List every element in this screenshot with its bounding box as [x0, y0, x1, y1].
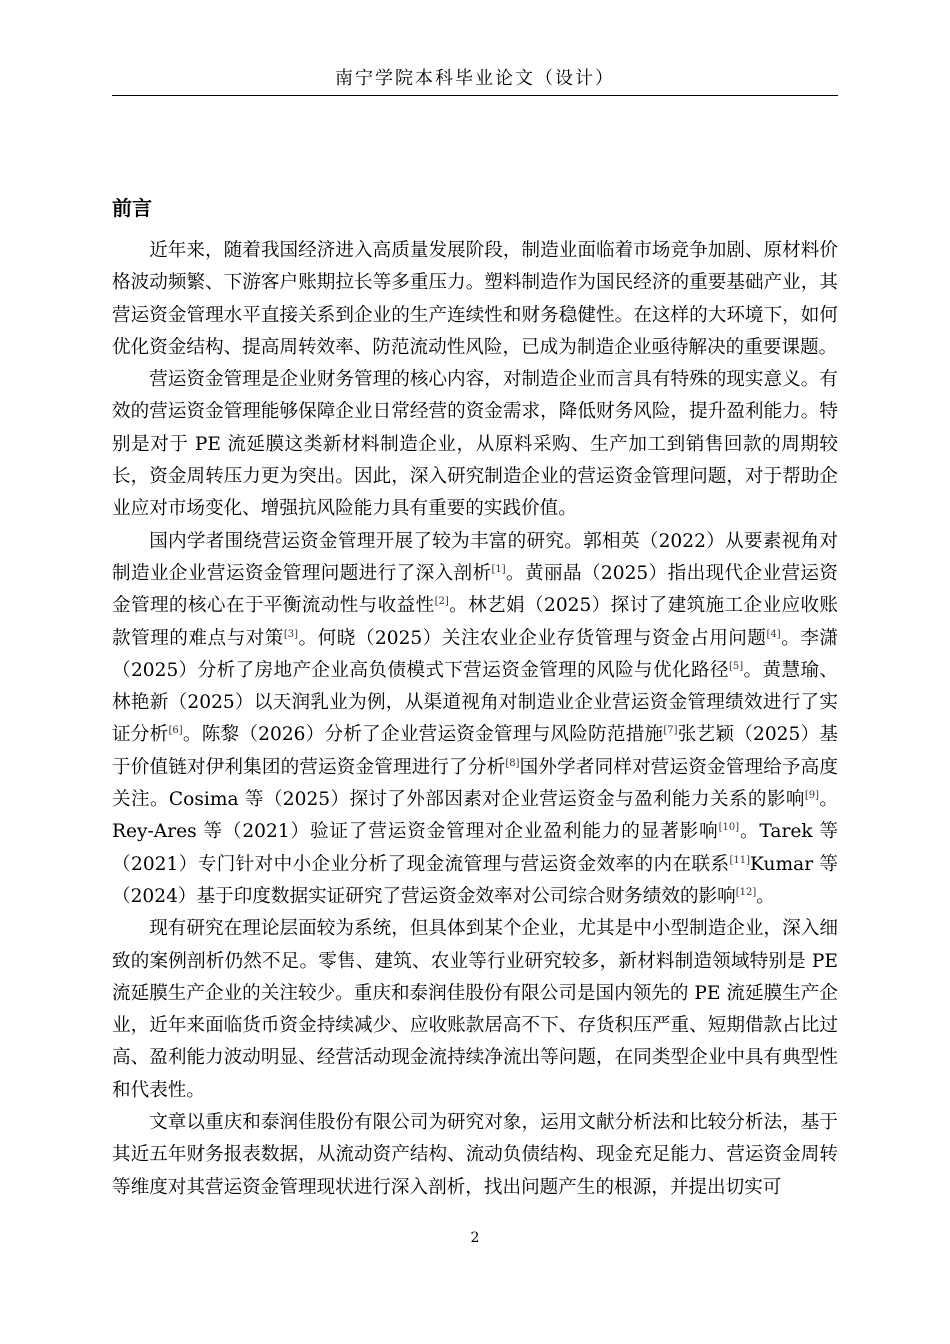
- paragraph: 文章以重庆和泰润佳股份有限公司为研究对象，运用文献分析法和比较分析法，基于其近五年财务报表数据，从流动资产结构、流动负债结构、现金充足能力、营运资金周转等维度对其营运资金管理现状进行深入剖析，找出问题产生的根源，并提出切实可: [112, 1112, 838, 1198]
- paragraph-literature-review: [112, 526, 838, 914]
- text-segment: 。李潇（2025）分析了房地产企业高负债模式下营运资金管理的风险与优化路径: [112, 627, 838, 681]
- text-segment: Kumar 等（2024）基于印度数据实证研究了营运资金效率对公司综合财务绩效的影响: [112, 853, 838, 907]
- section-heading: 前言: [112, 196, 152, 220]
- paragraph: 现有研究在理论层面较为系统，但具体到某个企业，尤其是中小型制造企业，深入细致的案例剖析仍然不足。零售、建筑、农业等行业研究较多，新材料制造领域特别是 PE 流延膜生产企业的关注较少。重庆和泰润佳股份有限公司是国内领先的 PE 流延膜生产企业，近年来面临货币资金持续减少、应收账款居高不下、存货积压严重、短期借款占比过高、盈利能力波动明显、经营活动现金流持续净流出等问题，在同类型企业中具有典型性和代表性。: [112, 918, 838, 1101]
- text-segment: 。: [756, 885, 775, 907]
- text-segment: 国外学者同样对营运资金管理给予高度关注。Cosima 等（2025）探讨了外部因素对企业营运资金与盈利能力关系的影响: [112, 756, 838, 811]
- citation-ref: [7]: [663, 725, 678, 737]
- citation-ref: [1]: [491, 563, 506, 575]
- citation-ref: [12]: [735, 886, 757, 898]
- paragraph: 营运资金管理是企业财务管理的核心内容，对制造企业而言具有特殊的现实意义。有效的营运资金管理能够保障企业日常经营的资金需求，降低财务风险，提升盈利能力。特别是对于 PE 流延膜这类新材料制造企业，从原料采购、生产加工到销售回款的周期较长，资金周转压力更为突出。因此，深入研究制造企业的营运资金管理问题，对于帮助企业应对市场变化、增强抗风险能力具有重要的实践价值。: [112, 369, 838, 520]
- running-header: 南宁学院本科毕业论文（设计）: [335, 68, 615, 89]
- citation-ref: [10]: [718, 822, 740, 834]
- text-segment: 。黄丽晶（2025）指出现代企业营运资金管理的核心在于平衡流动性与收益性: [112, 562, 838, 617]
- citation-ref: [6]: [168, 725, 183, 737]
- page-number: 2: [470, 1230, 480, 1246]
- text-segment: 。Rey-Ares 等（2021）验证了营运资金管理对企业盈利能力的显著影响: [112, 789, 838, 843]
- citation-ref: [5]: [728, 660, 744, 672]
- citation-ref: [2]: [434, 596, 449, 608]
- citation-ref: [3]: [283, 628, 299, 640]
- text-segment: 。Tarek 等（2021）专门针对中小企业分析了现金流管理与营运资金效率的内在联系: [112, 821, 838, 875]
- text-segment: 。黄慧瑜、林艳新（2025）以天润乳业为例，从渠道视角对制造业企业营运资金管理绩效进行了实证分析: [112, 659, 838, 746]
- text-segment: 张艺颖（2025）基于价值链对伊利集团的营运资金管理进行了分析: [112, 724, 838, 778]
- text-segment: 。何晓（2025）关注农业企业存货管理与资金占用问题: [298, 627, 767, 649]
- citation-ref: [8]: [505, 757, 520, 769]
- citation-ref: [11]: [729, 854, 751, 866]
- paragraph: 近年来，随着我国经济进入高质量发展阶段，制造业面临着市场竞争加剧、原材料价格波动频繁、下游客户账期拉长等多重压力。塑料制造作为国民经济的重要基础产业，其营运资金管理水平直接关系到企业的生产连续性和财务稳健性。在这样的大环境下，如何优化资金结构、提高周转效率、防范流动性风险，已成为制造企业亟待解决的重要课题。: [112, 240, 838, 358]
- text-segment: 。陈黎（2026）分析了企业营运资金管理与风险防范措施: [182, 724, 664, 746]
- text-segment: 国内学者围绕营运资金管理开展了较为丰富的研究。郭相英（2022）从要素视角对制造业企业营运资金管理问题进行了深入剖析: [112, 530, 838, 584]
- citation-ref: [4]: [766, 628, 781, 640]
- text-segment: 。林艺娟（2025）探讨了建筑施工企业应收账款管理的难点与对策: [112, 595, 838, 649]
- body-text: [112, 235, 838, 1204]
- header-divider: [112, 95, 838, 96]
- citation-ref: [9]: [804, 789, 820, 801]
